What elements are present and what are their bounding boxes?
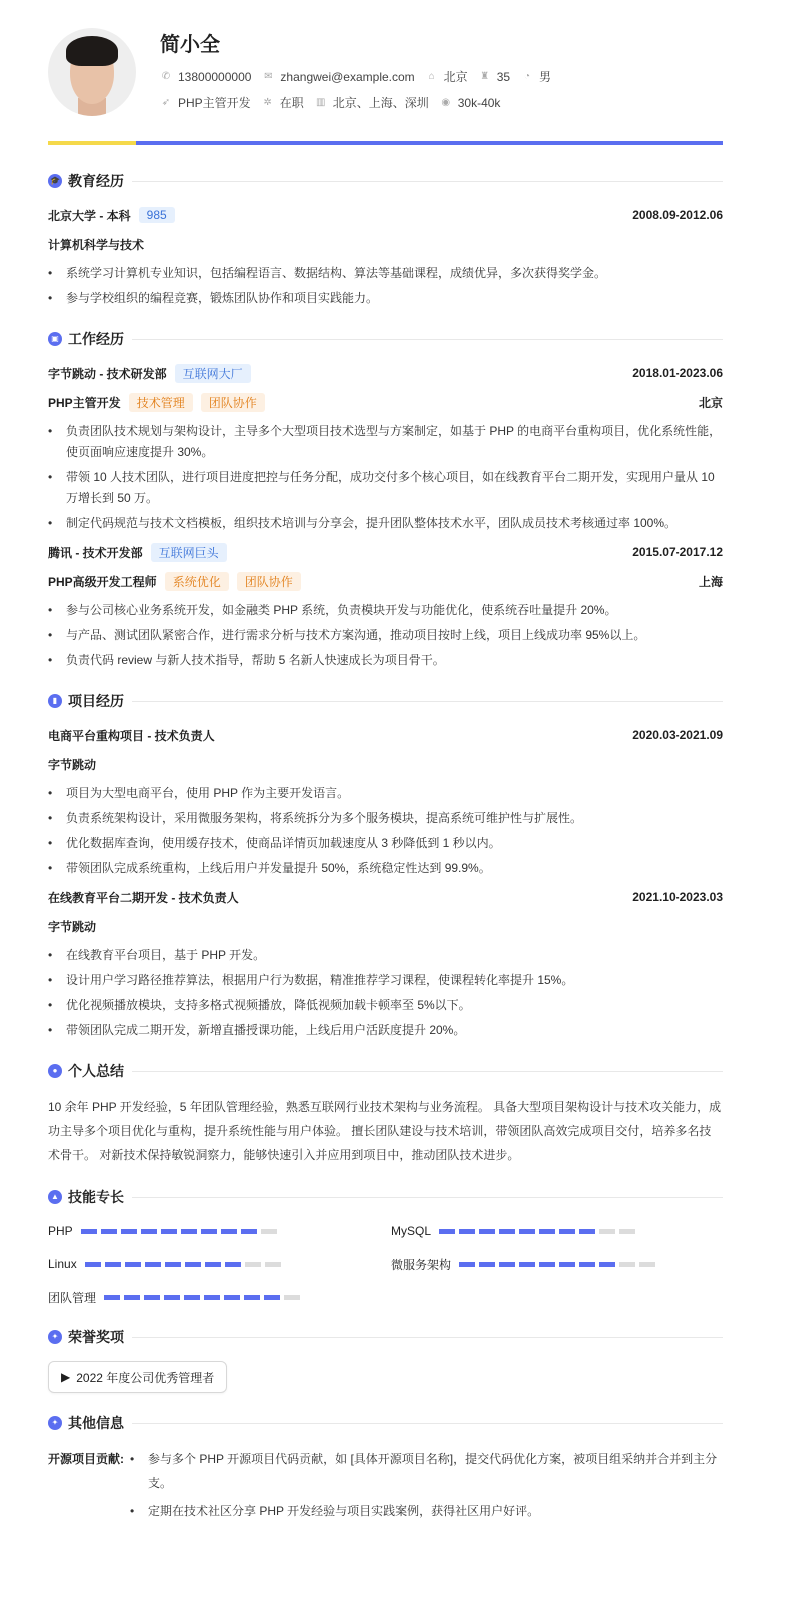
phone-icon: ✆ (161, 70, 171, 82)
contact-row (160, 68, 551, 85)
skill-level-segment (241, 1229, 257, 1234)
skill-item (48, 1221, 391, 1241)
skill-level-segment (519, 1262, 535, 1267)
skill-level-segment (244, 1295, 260, 1300)
section-skills: ▲ 技能专长 (48, 1187, 723, 1207)
list-item: • 参与公司核心业务系统开发，如金融类 PHP 系统，负责模块开发与功能优化，使系统吞吐量提升 20%。 (48, 600, 723, 621)
skill-level-bar (104, 1295, 300, 1300)
skill-level-bar (459, 1262, 655, 1267)
skill-level-segment (559, 1229, 575, 1234)
list-item: • 优化视频播放模块，支持多格式视频播放，降低视频加载卡顿率至 5%以下。 (48, 995, 723, 1016)
skill-level-segment (499, 1262, 515, 1267)
skill-level-segment (205, 1262, 221, 1267)
tag: 985 (139, 207, 175, 223)
skill-level-bar (439, 1229, 635, 1234)
skill-level-segment (261, 1229, 277, 1234)
list-item: • 参与多个 PHP 开源项目代码贡献，如 [具体开源项目名称]，提交代码优化方案，被项目组采纳并合并到主分支。 (130, 1447, 723, 1495)
section-projects: ▮ 项目经历 (48, 691, 723, 711)
list-item: • 负责团队技术规划与架构设计，主导多个大型项目技术选型与方案制定，如基于 PHP 的电商平台重构项目，优化系统性能，使页面响应速度提升 30%。 (48, 421, 723, 463)
summary-text: 10 余年 PHP 开发经验，5 年团队管理经验，熟悉互联网行业技术架构与业务流程。 具备大型项目架构设计与技术攻关能力，成功主导多个项目优化与重构，提升系统性能与用户体验。 擅长团队建设与技术培训，带领团队高效完成项目交付，培养多名技术骨干。 对新技术保持敏锐洞察力，能够快速引入并应用到项目中，推动团队技术进步。 (48, 1100, 722, 1162)
skill-level-bar (81, 1229, 277, 1234)
skill-level-segment (81, 1229, 97, 1234)
skill-level-segment (284, 1295, 300, 1300)
skill-level-segment (104, 1295, 120, 1300)
list-item: • 项目为大型电商平台，使用 PHP 作为主要开发语言。 (48, 783, 723, 804)
skill-level-segment (539, 1229, 555, 1234)
skill-level-segment (201, 1229, 217, 1234)
list-item: • 带领 10 人技术团队，进行项目进度把控与任务分配，成功交付多个核心项目，如在线教育平台二期开发，实现用户量从 10 万增长到 50 万。 (48, 467, 723, 509)
skill-name: PHP (48, 1224, 73, 1238)
skill-level-segment (479, 1262, 495, 1267)
age: 35 (496, 69, 511, 84)
list-item: • 优化数据库查询，使用缓存技术，使商品详情页加载速度从 3 秒降低到 1 秒以内。 (48, 833, 723, 854)
section-honors: ✦ 荣誉奖项 (48, 1327, 723, 1347)
honor-item: ▶ 2022 年度公司优秀管理者 (48, 1361, 227, 1393)
briefcase-icon: ▣ (48, 332, 62, 346)
other-label: 开源项目贡献: (48, 1452, 124, 1466)
mail-icon: ✉ (264, 70, 273, 82)
graduation-icon: 🎓 (48, 174, 62, 188)
project-entry: 电商平台重构项目 - 技术负责人 2020.03-2021.09 字节跳动 • 项目为大型电商平台，使用 PHP 作为主要开发语言。 • 负责系统架构设计，采用微服务架构，将系统拆分为多个服务模块，提高系统可维护性与扩展性。 • 优化数据库查询，使用缓存技术，使商品详情页加载速度从 3 秒降低到 1 秒以内。 • 带领团队完成系统重构，上线后用户并发量提升 50%，系统稳定性达到 99.9%。 (48, 725, 723, 879)
skill-level-segment (225, 1262, 241, 1267)
skill-item (391, 1221, 723, 1241)
list-item: • 负责代码 review 与新人技术指导，帮助 5 名新人快速成长为项目骨干。 (48, 650, 723, 671)
status-icon: ✲ (263, 96, 272, 108)
skill-level-bar (85, 1262, 281, 1267)
skill-level-segment (121, 1229, 137, 1234)
skill-level-segment (185, 1262, 201, 1267)
list-item: • 制定代码规范与技术文档模板，组织技术培训与分享会，提升团队整体技术水平，团队成员技术考核通过率 100%。 (48, 513, 723, 534)
email: zhangwei@example.com (280, 69, 415, 84)
award-icon: ✦ (48, 1330, 62, 1344)
target-cities: 北京、上海、深圳 (332, 96, 429, 110)
skill-icon: ▲ (48, 1190, 62, 1204)
list-item: • 系统学习计算机专业知识，包括编程语言、数据结构、算法等基础课程，成绩优异，多次获得奖学金。 (48, 263, 723, 284)
skill-level-segment (459, 1262, 475, 1267)
list-item: • 与产品、测试团队紧密合作，进行需求分析与技术方案沟通，推动项目按时上线，项目上线成功率 95%以上。 (48, 625, 723, 646)
job-entry: 腾讯 - 技术开发部 互联网巨头 2015.07-2017.12 PHP高级开发工程师 系统优化 团队协作 上海 • 参与公司核心业务系统开发，如金融类 PHP 系统，负责模块开发与功能优化，使系统吞吐量提升 20%。 • 与产品、测试团队紧密合作，进行需求分析与技术方案沟通，推动项目按时上线，项目上线成功率 95%以上。 • 负责代码 review 与新人技术指导，帮助 5 名新人快速成长为项目骨干。 (48, 542, 723, 671)
skill-level-segment (125, 1262, 141, 1267)
list-item: • 负责系统架构设计，采用微服务架构，将系统拆分为多个服务模块，提高系统可维护性与扩展性。 (48, 808, 723, 829)
list-item: • 带领团队完成系统重构，上线后用户并发量提升 50%，系统稳定性达到 99.9%。 (48, 858, 723, 879)
skill-level-segment (619, 1262, 635, 1267)
resume-header (48, 0, 723, 143)
chart-icon: ▮ (48, 694, 62, 708)
skill-name: 微服务架构 (391, 1257, 452, 1272)
avatar (48, 28, 136, 116)
list-item: • 定期在技术社区分享 PHP 开发经验与项目实践案例，获得社区用户好评。 (130, 1499, 723, 1523)
skill-level-segment (479, 1229, 495, 1234)
section-summary: ● 个人总结 (48, 1061, 723, 1081)
skill-level-segment (204, 1295, 220, 1300)
section-work: ▣ 工作经历 (48, 329, 723, 349)
skill-level-segment (619, 1229, 635, 1234)
list-item: • 参与学校组织的编程竞赛，锻炼团队协作和项目实践能力。 (48, 288, 723, 309)
triangle-icon: ▶ (61, 1370, 71, 1384)
skill-level-segment (639, 1262, 655, 1267)
skill-level-segment (164, 1295, 180, 1300)
skill-level-segment (165, 1262, 181, 1267)
project-entry: 在线教育平台二期开发 - 技术负责人 2021.10-2023.03 字节跳动 • 在线教育平台项目，基于 PHP 开发。 • 设计用户学习路径推荐算法，根据用户行为数据，精准推荐学习课程，使课程转化率提升 15%。 • 优化视频播放模块，支持多格式视频播放，降低视频加载卡顿率至 5%以下。 • 带领团队完成二期开发，新增直播授课功能，上线后用户活跃度提升 20%。 (48, 887, 723, 1041)
resume (48, 0, 723, 1527)
skill-name: Linux (48, 1257, 77, 1271)
major: 计算机科学与技术 (48, 237, 145, 252)
job-entry: 字节跳动 - 技术研发部 互联网大厂 2018.01-2023.06 PHP主管开发 技术管理 团队协作 北京 • 负责团队技术规划与架构设计，主导多个大型项目技术选型与方案制定，如基于 PHP 的电商平台重构项目，优化系统性能，使页面响应速度提升 30%。 • 带领 10 人技术团队，进行项目进度把控与任务分配，成功交付多个核心项目，如在线教育平台二期开发，实现用户量从 10 万增长到 50 万。 • 制定代码规范与技术文档模板，组织技术培训与分享会，提升团队整体技术水平，团队成员技术考核通过率 100%。 (48, 363, 723, 534)
job-intent-row (160, 94, 500, 111)
skills-grid (48, 1221, 723, 1307)
section-other: ✦ 其他信息 (48, 1413, 723, 1433)
skill-level-segment (579, 1262, 595, 1267)
skill-level-segment (459, 1229, 475, 1234)
info-icon: ✦ (48, 1416, 62, 1430)
skill-level-segment (184, 1295, 200, 1300)
skill-item (48, 1287, 391, 1307)
cake-icon: ♜ (480, 70, 490, 82)
skill-level-segment (145, 1262, 161, 1267)
skill-level-segment (265, 1262, 281, 1267)
skill-level-segment (579, 1229, 595, 1234)
skill-level-segment (439, 1229, 455, 1234)
position: PHP主管开发 (178, 96, 251, 110)
skill-item (48, 1254, 391, 1274)
skill-item (391, 1254, 723, 1274)
skill-level-segment (224, 1295, 240, 1300)
home-icon: ⌂ (428, 70, 435, 82)
skill-level-segment (221, 1229, 237, 1234)
status: 在职 (279, 96, 304, 110)
skill-level-segment (245, 1262, 261, 1267)
skill-level-segment (559, 1262, 575, 1267)
city: 北京 (443, 70, 468, 84)
skill-level-segment (85, 1262, 101, 1267)
skill-level-segment (264, 1295, 280, 1300)
skill-level-segment (539, 1262, 555, 1267)
list-item: • 设计用户学习路径推荐算法，根据用户行为数据，精准推荐学习课程，使课程转化率提升 15%。 (48, 970, 723, 991)
header-divider (48, 141, 723, 145)
skill-name: MySQL (391, 1224, 432, 1238)
skill-name: 团队管理 (48, 1290, 97, 1305)
list-item: • 带领团队完成二期开发，新增直播授课功能，上线后用户活跃度提升 20%。 (48, 1020, 723, 1041)
skill-level-segment (105, 1262, 121, 1267)
skill-level-segment (144, 1295, 160, 1300)
other-info (48, 1447, 723, 1527)
section-education: 🎓 教育经历 (48, 171, 723, 191)
skill-level-segment (181, 1229, 197, 1234)
skill-level-segment (599, 1229, 615, 1234)
skill-level-segment (499, 1229, 515, 1234)
skill-level-segment (141, 1229, 157, 1234)
list-item: • 在线教育平台项目，基于 PHP 开发。 (48, 945, 723, 966)
skill-level-segment (124, 1295, 140, 1300)
gender-icon: ◔ (524, 70, 531, 82)
skill-level-segment (599, 1262, 615, 1267)
skill-level-segment (519, 1229, 535, 1234)
send-icon: ➶ (161, 96, 171, 108)
skill-level-segment (161, 1229, 177, 1234)
salary-icon: ◉ (441, 96, 451, 108)
gender: 男 (539, 70, 552, 84)
candidate-name: 简小全 (160, 34, 220, 56)
phone: 13800000000 (178, 69, 252, 84)
user-icon: ● (48, 1064, 62, 1078)
school: 北京大学 - 本科 (48, 208, 131, 223)
date: 2008.09-2012.06 (632, 208, 723, 222)
salary: 30k-40k (457, 95, 501, 110)
building-icon: ▥ (315, 96, 326, 108)
skill-level-segment (101, 1229, 117, 1234)
